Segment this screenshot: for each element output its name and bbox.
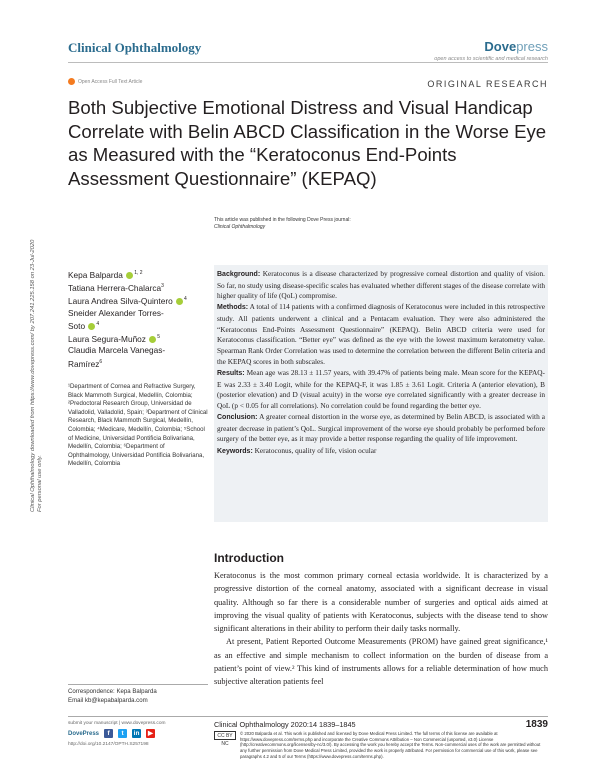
author-name: Soto: [68, 320, 86, 331]
publisher-logo: [484, 39, 548, 54]
author-name: Ramírez: [68, 358, 100, 369]
introduction-paragraph-1: Keratoconus is the most common primary corneal ectasia worldwide. It is characterized by a progressive distortion of the corneal anatomy, associated with a significant decrease in visual quality. Although so far there is a considerable number of surgeries and optical aids aimed at improving the visual quality of patients with Keratoconus, subjects with the disease tend to show significant alterations in their ability to perform their daily tasks normally.: [214, 571, 548, 634]
abstract-keywords-label: Keywords:: [217, 447, 253, 455]
abstract: [214, 265, 548, 522]
twitter-icon[interactable]: t: [118, 729, 127, 738]
abstract-methods-label: Methods:: [217, 304, 249, 312]
author-1: [68, 268, 208, 281]
orcid-icon[interactable]: [88, 323, 95, 330]
abstract-results-label: Results:: [217, 369, 245, 377]
abstract-background: [217, 269, 545, 302]
open-access-icon: [68, 78, 75, 85]
author-sup: 5: [157, 334, 161, 341]
author-4b: [68, 319, 208, 332]
correspondence-name: Correspondence: Kepa Balparda: [68, 688, 157, 695]
license-text: © 2020 Balparda et al. This work is published and licensed by Dove Medical Press Limited. The full terms of this license are available at https://www.dovepress.com/terms.php and incorporate the Creative Commons Attribution – Non Commercial (unported, v3.0) License (http://creativecommons.org/licenses/by-nc/3.0/). By accessing the work you hereby accept the Terms. Non-commercial uses of the work are permitted without any further permission from Dove Medical Press Limited, provided the work is properly attributed. For permission for commercial use of this work, please see paragraphs 4.2 and 5 of our Terms (https://www.dovepress.com/terms.php).: [240, 731, 541, 759]
open-access-label: [68, 78, 142, 85]
author-6b: [68, 357, 208, 370]
orcid-icon[interactable]: [126, 272, 133, 279]
publication-note-journal: Clinical Ophthalmology: [214, 224, 266, 230]
affiliations: ¹Department of Cornea and Refractive Surgery, Black Mammoth Surgical, Medellín, Colombia; ²Predoctoral Research Group, Universidad de Valladolid, Valladolid, Spain; ³Department of Clinical Research, Black Mammoth Surgical, Medellín, Colombia; ⁴Medicare, Medellín, Colombia; ⁵School of Medicine, Universidad Pontificia Bolivariana, Medellín, Colombia; ⁶Department of Ophthalmology, Universidad Pontificia Bolivariana, Medellín, Colombia: [68, 383, 208, 468]
journal-title: Clinical Ophthalmology: [68, 40, 202, 55]
author-name: Tatiana Herrera-Chalarca: [68, 282, 162, 293]
article-type: ORIGINAL RESEARCH: [427, 79, 548, 89]
publisher-logo-bold: Dove: [484, 39, 517, 54]
abstract-results: [217, 368, 545, 412]
correspondence-divider: [68, 684, 208, 685]
author-6a: [68, 345, 208, 356]
author-name: Laura Andrea Silva-Quintero: [68, 296, 173, 307]
author-3: [68, 294, 208, 307]
abstract-conclusion-text: A greater corneal distortion in the worse eye, as determined by Belin ABCD, is associated with a greater decrease in patient’s QoL. Surgical improvement of the worse eye should probably be performed before surgery of the better eye, as it may provide a better response regarding the quality of life improvement.: [217, 412, 545, 444]
download-note: [14, 150, 43, 512]
author-sup: 4: [184, 296, 187, 303]
correspondence: [68, 688, 208, 705]
youtube-icon[interactable]: ▶: [148, 730, 154, 737]
abstract-methods-text: A total of 114 patients with a confirmed diagnosis of Keratoconus were included in this retrospective study. All patients underwent a clinical and a Pentacam evaluation. They were also administered the “Keratoconus End-Points Assessment Questionnaire” (KEPAQ). Belin ABCD criteria were used for Keratoconus classification. “Better eye” was defined as the eye with the lowest maximum keratometry value. Spearman Rank Order Correlation was used to determine the correlation between the different Belin criteria and the KEPAQ scores in both subscales.: [217, 302, 545, 366]
abstract-results-text: Mean age was 28.13 ± 11.57 years, with 39.47% of patients being male. Mean score for the KEPAQ-E was 2.33 ± 3.40 Logit, while for the KEPAQ-F, it was 1.85 ± 3.61 Logit. Criteria A (anterior elevation), B (posterior elevation) and D (visual acuity) in the worse eye correlated significantly with a greater decrease in QoL (p < 0.05 for all correlations). No correlation could be found regarding the better eye.: [217, 367, 545, 410]
orcid-icon[interactable]: [149, 336, 156, 343]
publication-note-line: This article was published in the following Dove Press journal:: [214, 217, 351, 223]
abstract-background-text: Keratoconus is a disease characterized by progressive corneal distortion and quality of vision. So far, no study using disease-specific scales has evaluated whether different stages of the disease correlate with higher quality of life (QoL) compromise.: [217, 269, 546, 301]
introduction-body: [214, 569, 548, 689]
article-title: Both Subjective Emotional Distress and Visual Handicap Correlate with Belin ABCD Classification in the Worse Eye as Measured with the “Keratoconus End-Points Assessment Questionnaire” (KEPAQ): [68, 97, 547, 189]
author-4a: [68, 308, 208, 319]
author-5: [68, 332, 208, 345]
orcid-icon[interactable]: [176, 298, 183, 305]
abstract-background-label: Background:: [217, 271, 261, 278]
abstract-keywords-text: Keratoconus, quality of life, vision ocular: [254, 445, 377, 455]
author-2: [68, 281, 208, 294]
doi-link[interactable]: http://doi.org/10.2147/OPTH.S257198: [68, 742, 149, 747]
abstract-keywords: [217, 446, 545, 458]
publication-note: [214, 217, 351, 231]
publisher-tagline: open access to scientific and medical research: [434, 56, 548, 62]
author-sup: 4: [96, 320, 100, 327]
footer-divider: [68, 716, 548, 717]
page-number: 1839: [525, 719, 548, 730]
abstract-conclusion: [217, 412, 545, 445]
abstract-conclusion-label: Conclusion:: [217, 414, 258, 422]
linkedin-icon[interactable]: in: [133, 730, 140, 737]
author-name: Claudia Marcela Vanegas-: [68, 345, 166, 356]
author-sup: 3: [161, 283, 164, 290]
facebook-icon[interactable]: f: [104, 729, 113, 738]
author-name: Laura Segura-Muñoz: [68, 333, 146, 344]
submit-link[interactable]: submit your manuscript | www.dovepress.com: [68, 721, 166, 726]
social-bar: [68, 729, 155, 738]
open-access-text: Open Access Full Text Article: [78, 78, 143, 85]
introduction-paragraph-2: At present, Patient Reported Outcome Measurements (PROM) have gained great significance,¹ as an effective and simple mechanism to collect information on the burden of disease from a patient’s point of view.² This kind of instruments allows for a reliable determination of how much subjective alteration patients feel: [214, 637, 548, 687]
dovepress-small-logo: DovePress: [68, 730, 100, 737]
header-divider: [68, 62, 548, 63]
journal-reference: Clinical Ophthalmology 2020:14 1839–1845: [214, 720, 356, 729]
author-name: Kepa Balparda: [68, 269, 123, 280]
download-note-line1: Clinical Ophthalmology downloaded from https://www.dovepress.com/ by 207.241.225.158 on 23-Jul-2020: [30, 239, 36, 512]
author-sup: 1, 2: [134, 270, 143, 276]
introduction-heading: Introduction: [214, 551, 284, 565]
download-note-line2: For personal use only.: [37, 455, 43, 512]
correspondence-email[interactable]: Email kb@kepabalparda.com: [68, 696, 148, 704]
license: [214, 731, 548, 760]
creative-commons-icon: CC BY NC: [214, 731, 236, 740]
author-name: Sneider Alexander Torres-: [68, 307, 164, 318]
author-list: [68, 268, 208, 370]
abstract-methods: [217, 302, 545, 367]
author-sup: 6: [99, 358, 103, 365]
publisher-logo-light: press: [516, 39, 548, 54]
